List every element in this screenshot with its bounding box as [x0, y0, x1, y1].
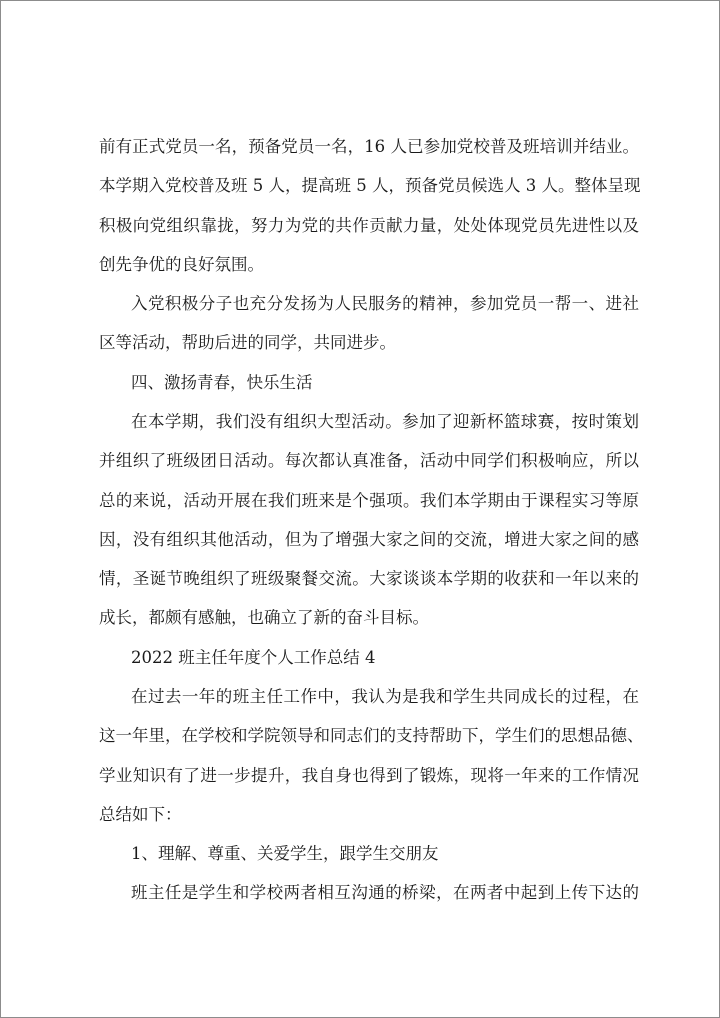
text-line: 总结如下：	[99, 805, 182, 824]
text-line: 学业知识有了进一步提升，我自身也得到了锻炼，现将一年来的工作情况	[99, 766, 639, 785]
text-line: 并组织了班级团日活动。每次都认真准备，活动中同学们积极响应，所以	[99, 451, 639, 470]
text-line: 区等活动，帮助后进的同学，共同进步。	[99, 333, 396, 352]
section-heading: 1、理解、尊重、关爱学生，跟学生交朋友	[131, 844, 439, 863]
text-line: 这一年里，在学校和学院领导和同志们的支持帮助下，学生们的思想品德、	[99, 726, 644, 745]
text-line: 情，圣诞节晚组织了班级聚餐交流。大家谈谈本学期的收获和一年以来的	[99, 569, 639, 588]
paragraph-first-line: 在过去一年的班主任工作中，我认为是我和学生共同成长的过程，在	[131, 687, 639, 706]
text-line: 创先争优的良好氛围。	[99, 255, 264, 274]
text-line: 前有正式党员一名，预备党员一名，16 人已参加党校普及班培训并结业。	[99, 137, 639, 156]
paragraph-first-line: 班主任是学生和学校两者相互沟通的桥梁，在两者中起到上传下达的	[131, 883, 639, 902]
text-line: 积极向党组织靠拢，努力为党的共作贡献力量，处处体现党员先进性以及	[99, 216, 639, 235]
text-line: 本学期入党校普及班 5 人，提高班 5 人，预备党员候选人 3 人。整体呈现	[99, 176, 641, 195]
paragraph-first-line: 入党积极分子也充分发扬为人民服务的精神，参加党员一帮一、进社	[131, 294, 639, 313]
text-line: 成长，都颇有感触，也确立了新的奋斗目标。	[99, 608, 429, 627]
document-title: 2022 班主任年度个人工作总结 4	[131, 648, 376, 667]
section-heading: 四、激扬青春，快乐生活	[131, 373, 313, 392]
text-line: 因，没有组织其他活动，但为了增强大家之间的交流，增进大家之间的感	[99, 530, 639, 549]
text-line: 总的来说，活动开展在我们班来是个强项。我们本学期由于课程实习等原	[99, 491, 639, 510]
paragraph-first-line: 在本学期，我们没有组织大型活动。参加了迎新杯篮球赛，按时策划	[131, 412, 639, 431]
